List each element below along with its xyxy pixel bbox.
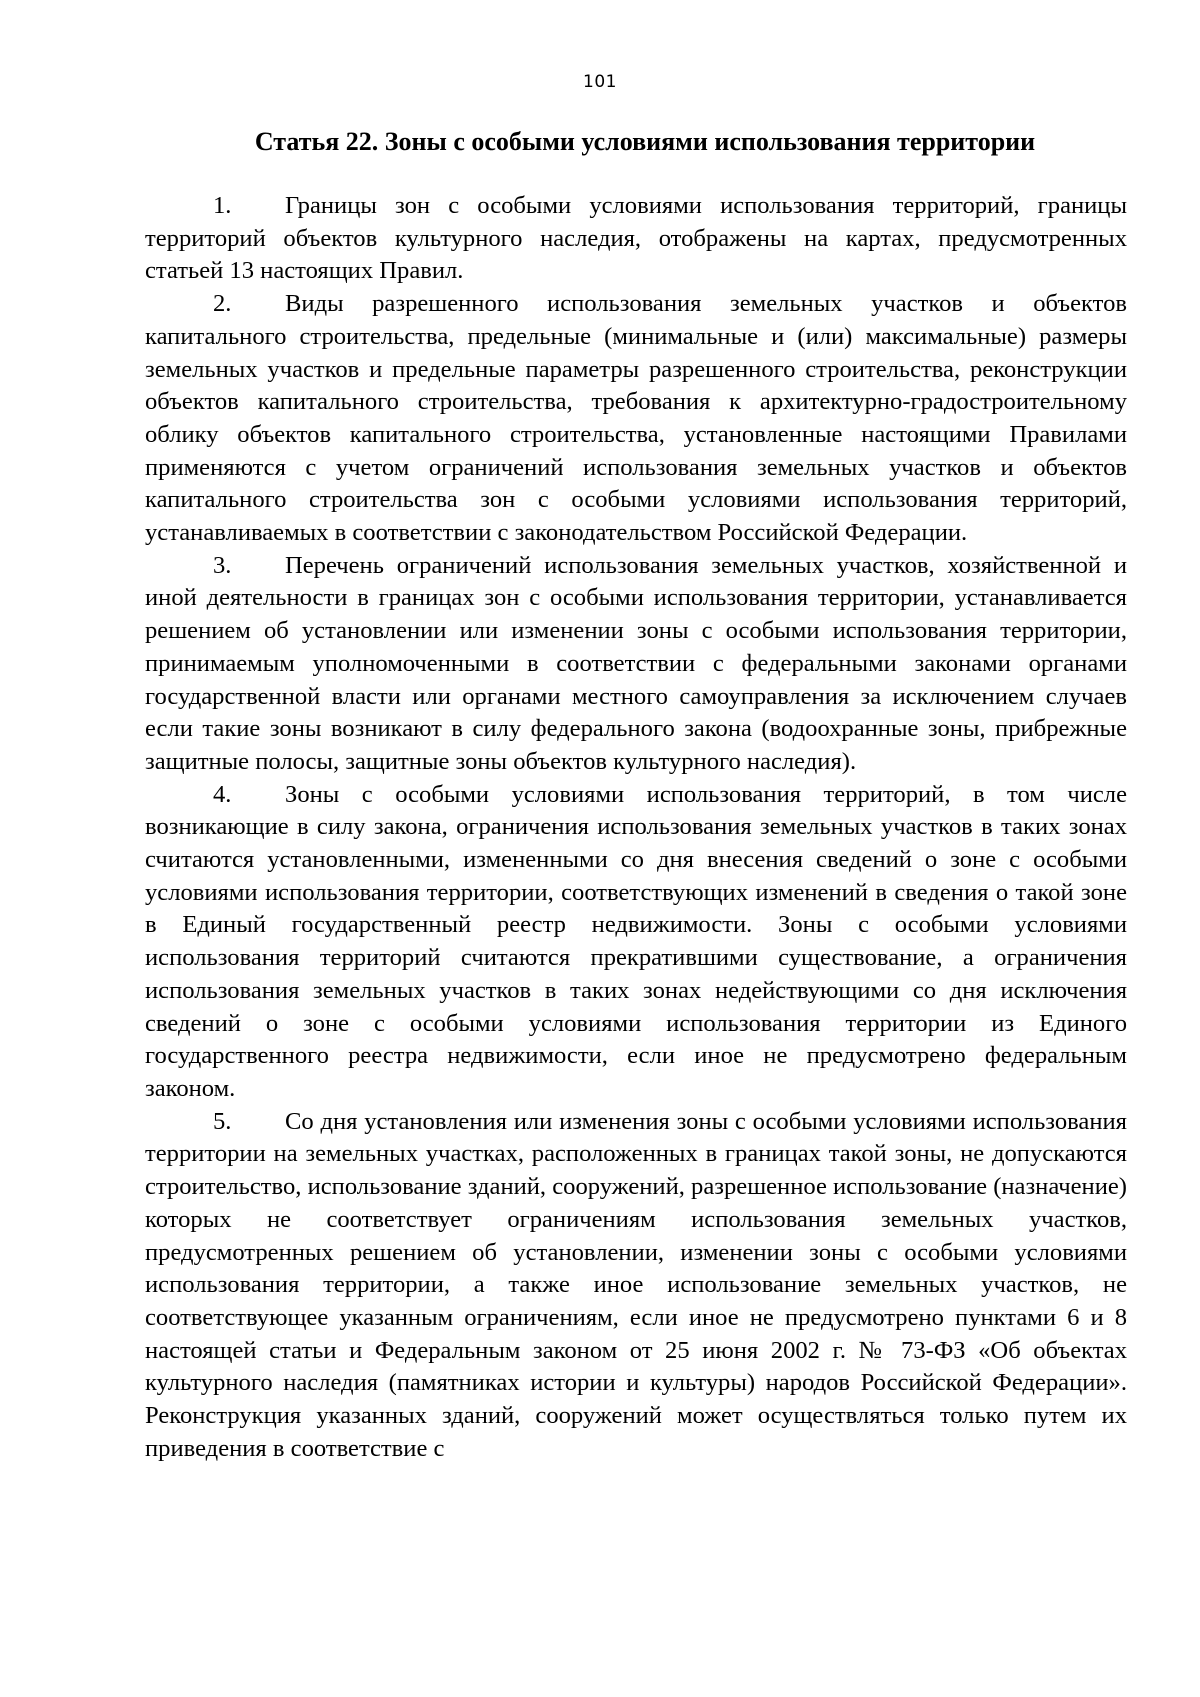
paragraph-text: Со дня установления или изменения зоны с особыми условиями использования территории на земельных участках, расположенных в границах такой зоны, не допускаются строительство, использование зданий, сооружений, разрешенное использование (назначение) которых не соответствует ограничениям использования земельных участков, предусмотренных решением об установлении, изменении зоны с особыми условиями использования территории, а также иное использование земельных участков, не соответствующее указанным ограничениям, если иное не предусмотрено пунктами 6 и 8 настоящей статьи и Федеральным законом от 25 июня 2002 г. № 73-ФЗ «Об объектах культурного наследия (памятниках истории и культуры) народов Российской Федерации». Реконструкция указанных зданий, сооружений может осуществляться только путем их приведения в соответствие с	[145, 1107, 1127, 1462]
page-number: 101	[583, 72, 617, 92]
paragraph-text: Зоны с особыми условиями использования территорий, в том числе возникающие в силу закона, ограничения использования земельных участков в таких зонах считаются установленными, измененными со дня внесения сведений о зоне с особыми условиями использования территории, соответствующих изменений в сведения о такой зоне в Единый государственный реестр недвижимости. Зоны с особыми условиями использования территорий считаются прекратившими существование, а ограничения использования земельных участков в таких зонах недействующими со дня исключения сведений о зоне с особыми условиями использования территории из Единого государственного реестра недвижимости, если иное не предусмотрено федеральным законом.	[145, 780, 1127, 1102]
paragraph-4	[145, 779, 1127, 1106]
paragraph-text: Виды разрешенного использования земельных участков и объектов капитального строительства, предельные (минимальные и (или) максимальные) размеры земельных участков и предельные параметры разрешенного строительства, реконструкции объектов капитального строительства, требования к архитектурно-градостроительному облику объектов капитального строительства, установленные настоящими Правилами применяются с учетом ограничений использования земельных участков и объектов капитального строительства зон с особыми условиями использования территорий, устанавливаемых в соответствии с законодательством Российской Федерации.	[145, 290, 1127, 547]
article-body	[145, 190, 1127, 1465]
article-title: Статья 22. Зоны с особыми условиями использования территории	[254, 127, 1036, 156]
paragraph-5	[145, 1106, 1127, 1466]
paragraph-number: 5.	[213, 1107, 232, 1135]
paragraph-number: 1.	[213, 192, 232, 219]
paragraph-number: 3.	[213, 551, 232, 579]
paragraph-number: 2.	[213, 290, 232, 318]
paragraph-3	[145, 550, 1127, 779]
paragraph-2	[145, 288, 1127, 550]
paragraph-text: Перечень ограничений использования земельных участков, хозяйственной и иной деятельности в границах зон с особыми использования территории, устанавливается решением об установлении или изменении зоны с особыми использования территории, принимаемым уполномоченными в соответствии с федеральными законами органами государственной власти или органами местного самоуправления за исключением случаев если такие зоны возникают в силу федерального закона (водоохранные зоны, прибрежные защитные полосы, защитные зоны объектов культурного наследия).	[145, 551, 1127, 775]
paragraph-number: 4.	[213, 780, 232, 808]
paragraph-text: Границы зон с особыми условиями использования территорий, границы территорий объектов культурного наследия, отображены на картах, предусмотренных статьей 13 настоящих Правил.	[145, 192, 1127, 285]
paragraph-1	[145, 190, 1127, 288]
